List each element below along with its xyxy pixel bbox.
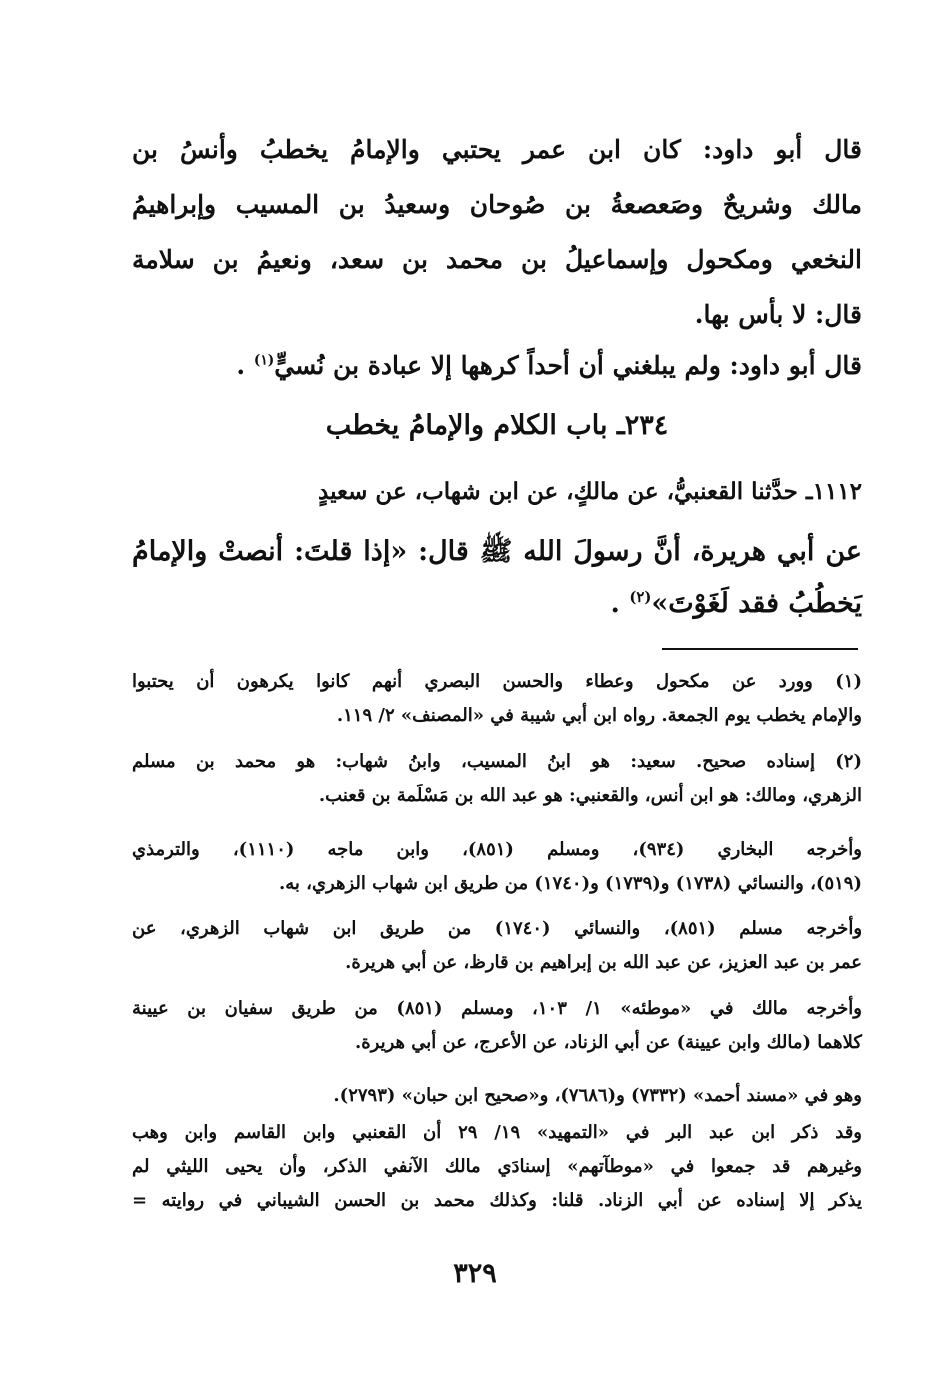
text-line: مالك وشريحٌ وصَعصعةُ بن صُوحان وسعيدُ بن المسيب وإبراهيمُ [132, 190, 862, 219]
footnote-ref: (١) [253, 352, 275, 369]
text-line [132, 338, 862, 393]
period: . [236, 351, 246, 380]
footnote-ref: (٢) [629, 588, 652, 606]
footnote-2-muslim [132, 912, 862, 980]
hadith-isnad [132, 472, 862, 512]
footnote-line: وأخرجه البخاري (٩٣٤)، ومسلم (٨٥١)، وابن ماجه (١١١٠)، والترمذي [132, 839, 862, 860]
footnote-line: وغيرهم قد جمعوا في «موطآتهم» إسنادَي مالك الآنفي الذكر، وأن يحيى الليثي لم [132, 1156, 862, 1177]
footnote-line: يذكر إلا إسناده عن أبي الزناد. قلنا: وكذلك محمد بن الحسن الشيباني في روايته = [132, 1190, 862, 1211]
footnote-line: (٢) إسناده صحيح. سعيد: هو ابنُ المسيب، وابنُ شهاب: هو محمد بن مسلم [132, 751, 862, 772]
text-line: النخعي ومكحول وإسماعيلُ بن محمد بن سعد، ونعيمُ بن سلامة [132, 245, 862, 274]
footnote-line: (٥١٩)، والنسائي (١٧٣٨) و(١٧٣٩) و(١٧٤٠) من طريق ابن شهاب الزهري، به. [278, 873, 862, 894]
chapter-heading: ٢٣٤ـ باب الكلام والإمامُ يخطب [325, 410, 669, 441]
footnote-line: وأخرجه مسلم (٨٥١)، والنسائي (١٧٤٠) من طريق ابن شهاب الزهري، عن [132, 918, 863, 939]
footnote-line: وهو في «مسند أحمد» (٧٣٣٢) و(٧٦٨٦)، و«صحيح ابن حبان» (٢٧٩٣). [333, 1085, 862, 1106]
footnote-divider [662, 648, 858, 650]
text-line [132, 578, 862, 630]
page-number: ٣٢٩ [453, 1258, 497, 1289]
footnote-line: (١) وورد عن مكحول وعطاء والحسن البصري أنهم كانوا يكرهون أن يحتبوا [132, 671, 862, 692]
footnote-line: عمر بن عبد العزيز، عن عبد الله بن إبراهيم بن قارظ، عن أبي هريرة. [345, 952, 862, 973]
abu-dawud-second-comment [132, 338, 862, 393]
footnote-2-ahmad [132, 1079, 862, 1113]
footnote-1 [132, 665, 862, 733]
comment-text: قال أبو داود: ولم يبلغني أن أحداً كرهها إلا عبادة بن نُسيٍّ [274, 351, 862, 380]
text-line: عن أبي هريرة، أنَّ رسولَ الله ﷺ قال: «إذا قلتَ: أنصتْ والإمامُ [132, 536, 862, 567]
footnote-2-intro [132, 745, 862, 813]
abu-dawud-comment-paragraph [132, 122, 862, 342]
footnote-2-tamhid [132, 1116, 862, 1218]
footnote-line: والإمام يخطب يوم الجمعة. رواه ابن أبي شيبة في «المصنف» ٢/ ١١٩. [336, 705, 862, 726]
footnote-2-bukhari [132, 833, 862, 901]
hadith-matn [132, 526, 862, 630]
matn-text: يَخطُبُ فقد لَغَوْتَ» [651, 588, 862, 619]
footnote-line: كلاهما (مالك وابن عيينة) عن أبي الزناد، عن الأعرج، عن أبي هريرة. [354, 1032, 862, 1053]
period: . [610, 588, 620, 619]
text-line: قال: لا بأس بها. [694, 300, 862, 329]
text-line: ١١١٢ـ حدَّثنا القعنبيُّ، عن مالكٍ، عن ابن شهاب، عن سعيدٍ [318, 478, 862, 505]
footnote-line: وقد ذكر ابن عبد البر في «التمهيد» ١٩/ ٢٩ أن القعنبي وابن القاسم وابن وهب [132, 1122, 863, 1143]
footnote-2-malik [132, 992, 862, 1060]
footnote-line: وأخرجه مالك في «موطئه» ١/ ١٠٣، ومسلم (٨٥١) من طريق سفيان بن عيينة [132, 998, 862, 1019]
footnote-line: الزهري، ومالك: هو ابن أنس، والقعنبي: هو عبد الله بن مَسْلَمة بن قعنب. [318, 785, 862, 806]
text-line: قال أبو داود: كان ابن عمر يحتبي والإمامُ يخطبُ وأنسُ بن [132, 135, 862, 164]
